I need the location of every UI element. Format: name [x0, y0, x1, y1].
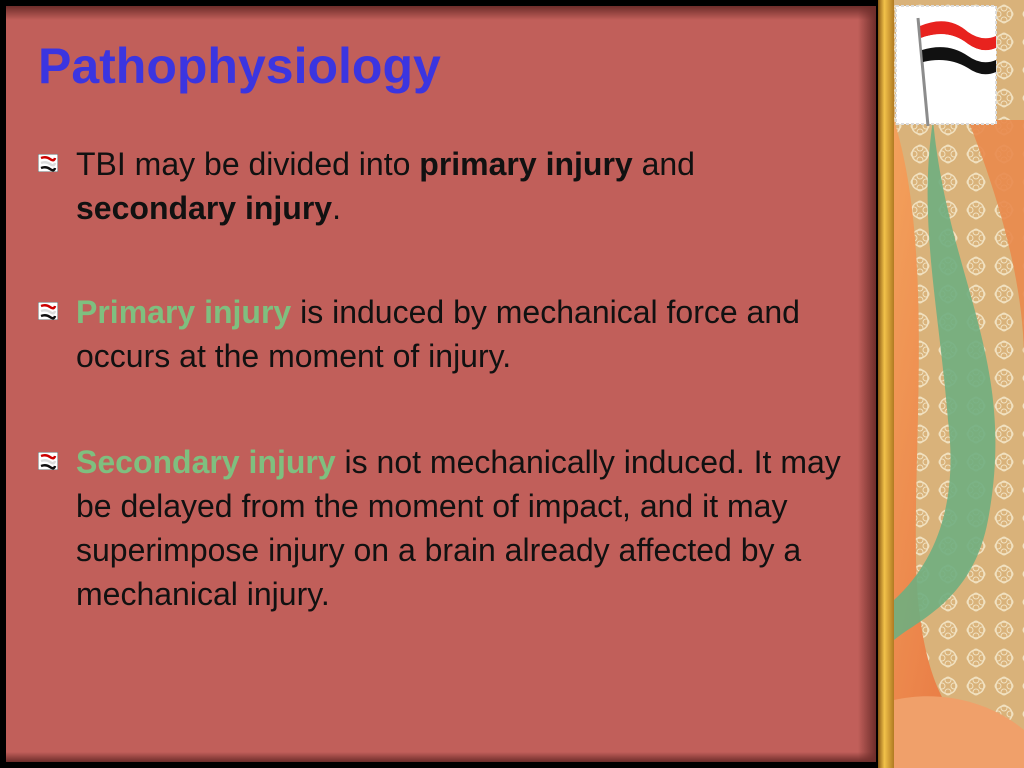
- bullet-list: [38, 142, 858, 676]
- bullet-text: Secondary injury is not mechanically induced. It may be delayed from the moment of impact, and it may superimpose injury on a brain already affected by a mechanical injury.: [76, 444, 841, 612]
- bullet-item: [38, 290, 858, 378]
- bullet-item: [38, 440, 858, 616]
- flag-bullet-icon: [38, 154, 58, 172]
- frame-shadow-bottom: [6, 752, 876, 762]
- slide-title: Pathophysiology: [38, 38, 441, 94]
- bullet-text: TBI may be divided into primary injury and secondary injury.: [76, 146, 695, 226]
- frame-shadow-right: [858, 6, 876, 762]
- frame-shadow-top: [6, 6, 876, 20]
- flag-bullet-icon: [38, 452, 58, 470]
- bullet-text: Primary injury is induced by mechanical force and occurs at the moment of injury.: [76, 294, 800, 374]
- patterned-drape-decoration: [878, 0, 1024, 768]
- flag-bullet-icon: [38, 302, 58, 320]
- bullet-item: [38, 142, 858, 230]
